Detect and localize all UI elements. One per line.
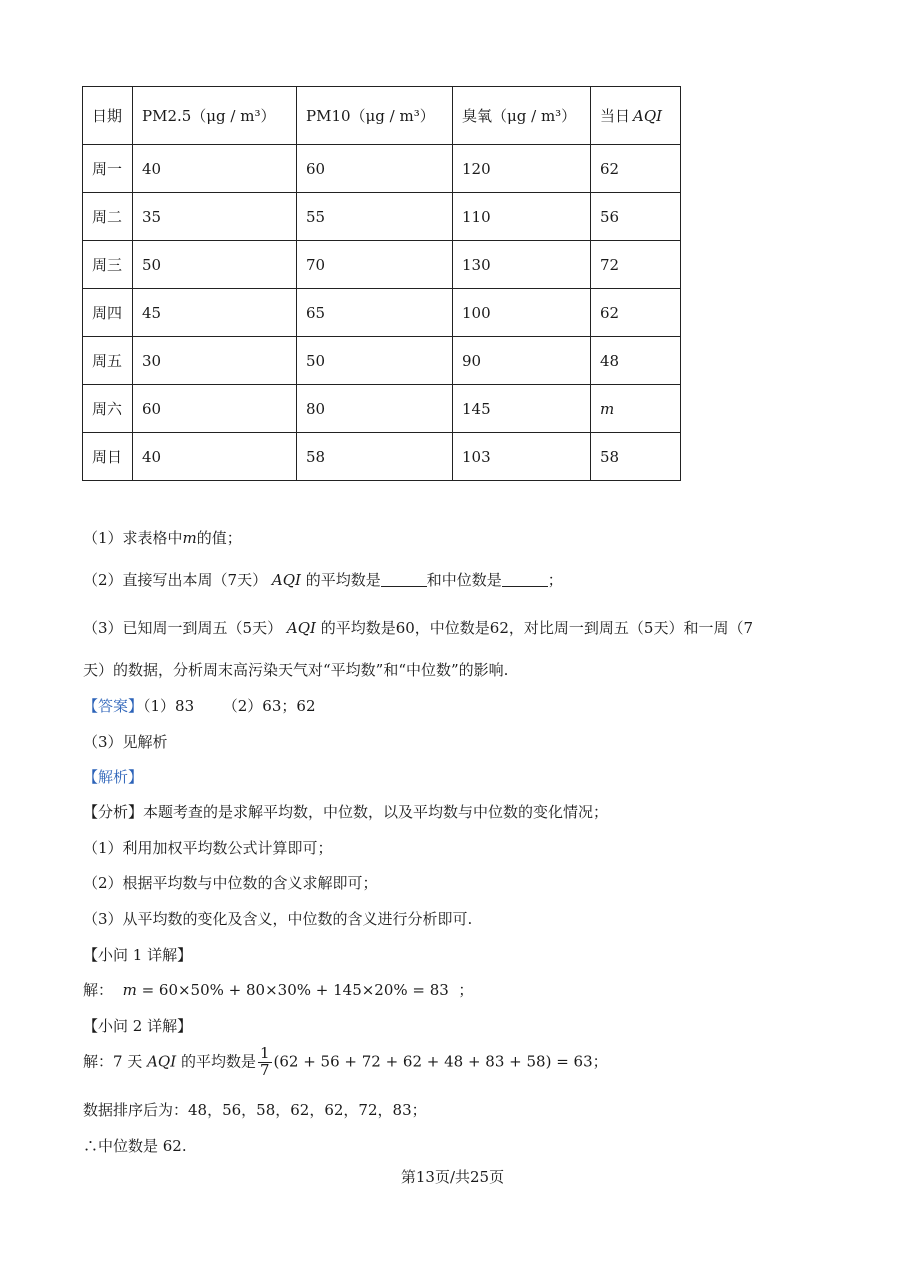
table-header-cell: PM10（μg / m³）	[297, 87, 453, 145]
page-footer: 第13页/共25页	[400, 1168, 505, 1186]
table-cell: 56	[591, 193, 681, 241]
table-cell: 50	[133, 241, 297, 289]
table-cell: 周四	[83, 289, 133, 337]
aqi-table-body	[83, 87, 681, 481]
table-cell: 60	[133, 385, 297, 433]
table-cell: 50	[297, 337, 453, 385]
answer-blank-mean[interactable]	[381, 572, 427, 587]
table-cell: 58	[591, 433, 681, 481]
analysis-tag: 【解析】	[83, 768, 144, 786]
question-3-line-2: 天）的数据，分析周末高污染天气对“平均数”和“中位数”的影响.	[83, 661, 509, 679]
table-cell: 周三	[83, 241, 133, 289]
table-cell: 40	[133, 433, 297, 481]
table-header-cell: 当日 AQI	[591, 87, 681, 145]
table-cell: 65	[297, 289, 453, 337]
table-cell: 58	[297, 433, 453, 481]
table-row	[83, 145, 681, 193]
question-1: （1）求表格中m的值；	[83, 529, 242, 547]
table-header-row	[83, 87, 681, 145]
table-row	[83, 241, 681, 289]
table-cell: 周六	[83, 385, 133, 433]
table-cell: 70	[297, 241, 453, 289]
table-header-cell: 日期	[83, 87, 133, 145]
table-row	[83, 337, 681, 385]
answer-blank-median[interactable]	[502, 572, 548, 587]
sub2-median: ∴中位数是 62.	[83, 1137, 187, 1155]
sub2-title: 【小问 2 详解】	[83, 1017, 193, 1035]
table-cell: 45	[133, 289, 297, 337]
table-cell: 35	[133, 193, 297, 241]
table-cell: 90	[453, 337, 591, 385]
fenxi-point-3: （3）从平均数的变化及含义，中位数的含义进行分析即可.	[83, 910, 473, 928]
fraction: $\frac{1}{7}$	[259, 1044, 270, 1079]
table-header-cell: 臭氧（μg / m³）	[453, 87, 591, 145]
answer-3: （3）见解析	[83, 733, 168, 751]
sub1-solution: 解： m = 60×50% + 80×30% + 145×20% = 83 ；	[83, 981, 474, 999]
table-cell: 40	[133, 145, 297, 193]
table-cell: 100	[453, 289, 591, 337]
table-cell: 30	[133, 337, 297, 385]
question-2: （2）直接写出本周（7天） AQI 的平均数是 和中位数是 ；	[83, 571, 563, 589]
table-cell: 48	[591, 337, 681, 385]
table-cell: 80	[297, 385, 453, 433]
table-cell: 103	[453, 433, 591, 481]
sub2-mean: 解：7 天 AQI 的平均数是 $\frac{1}{7}$ (62 + 56 + 72 + 62 + 48 + 83 + 58) = 63；	[83, 1044, 608, 1079]
table-cell: 110	[453, 193, 591, 241]
table-cell: 周二	[83, 193, 133, 241]
table-row	[83, 289, 681, 337]
table-cell: 145	[453, 385, 591, 433]
sub2-sorted: 数据排序后为：48，56，58，62，62，72，83；	[83, 1101, 427, 1119]
fenxi-line: 【分析】本题考查的是求解平均数，中位数，以及平均数与中位数的变化情况；	[83, 803, 609, 821]
aqi-table	[82, 86, 681, 481]
table-cell: 55	[297, 193, 453, 241]
table-cell: 周五	[83, 337, 133, 385]
fenxi-point-1: （1）利用加权平均数公式计算即可；	[83, 839, 333, 857]
table-cell: 60	[297, 145, 453, 193]
table-cell: 72	[591, 241, 681, 289]
table-cell: 周日	[83, 433, 133, 481]
table-cell: m	[591, 385, 681, 433]
table-cell: 130	[453, 241, 591, 289]
table-cell: 周一	[83, 145, 133, 193]
answer-line: 【答案】（1）83 （2）63；62	[83, 697, 316, 715]
table-row	[83, 193, 681, 241]
fenxi-point-2: （2）根据平均数与中位数的含义求解即可；	[83, 874, 378, 892]
sub1-title: 【小问 1 详解】	[83, 946, 193, 964]
table-cell: 62	[591, 289, 681, 337]
table-cell: 120	[453, 145, 591, 193]
table-header-cell: PM2.5（μg / m³）	[133, 87, 297, 145]
table-row	[83, 433, 681, 481]
table-row	[83, 385, 681, 433]
question-3: （3）已知周一到周五（5天） AQI 的平均数是60，中位数是62，对比周一到周五（5天）和一周（7	[83, 619, 753, 637]
answer-tag: 【答案】	[83, 697, 144, 715]
table-cell: 62	[591, 145, 681, 193]
